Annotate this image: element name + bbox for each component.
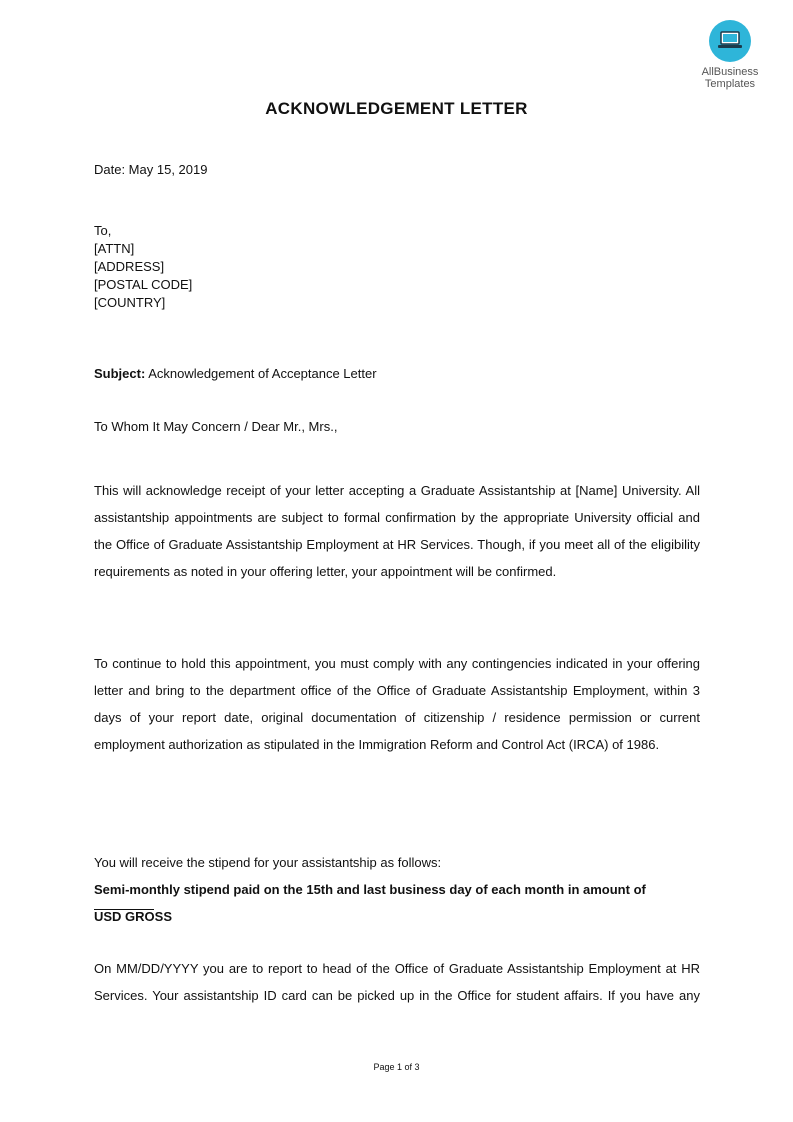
salutation: To Whom It May Concern / Dear Mr., Mrs., — [94, 419, 338, 434]
page-title: ACKNOWLEDGEMENT LETTER — [265, 99, 528, 118]
address-country: [COUNTRY] — [94, 295, 166, 310]
letter-date: Date: May 15, 2019 — [94, 162, 208, 177]
paragraph-acknowledgement: This will acknowledge receipt of your letter accepting a Graduate Assistantship at [Name] University. All assistantship appointments are subject to formal confirmation by the appropriate University official and the Office of Graduate Assistantship Employment at HR Services. Though, if you meet all of the eligibility requirements as noted in your offering letter, your appointment will be confirmed. — [94, 483, 700, 579]
paragraph-report-date: On MM/DD/YYYY you are to report to head of the Office of Graduate Assistantship Employment at HR Services. Your assistantship ID card can be picked up in the Office for student affairs. If you have any — [94, 961, 700, 1003]
logo-text: AllBusiness Templates — [701, 66, 759, 90]
paragraph-requirements: To continue to hold this appointment, you must comply with any contingencies indicated in your offering letter and bring to the department office of the Office of Graduate Assistantship Employment, within 3 days of your report date, original documentation of citizenship / residence permission or current employment authorization as stipulated in the Immigration Reform and Control Act (IRCA) of 1986. — [94, 656, 700, 752]
address-line: [ADDRESS] — [94, 259, 165, 274]
allbusiness-templates-logo — [690, 20, 770, 90]
address-postal-code: [POSTAL CODE] — [94, 277, 193, 292]
stipend-terms: Semi-monthly stipend paid on the 15th and last business day of each month in amount of — [94, 882, 646, 897]
address-to: To, — [94, 223, 112, 238]
subject-text: Acknowledgement of Acceptance Letter — [145, 366, 377, 381]
laptop-icon — [709, 20, 751, 62]
stipend-currency: USD GROSS — [94, 909, 173, 924]
address-attn: [ATTN] — [94, 241, 135, 256]
page-number: Page 1 of 3 — [373, 1062, 420, 1072]
recipient-address — [94, 222, 700, 312]
stipend-intro: You will receive the stipend for your assistantship as follows: — [94, 855, 442, 870]
subject-label: Subject: — [94, 366, 146, 381]
subject-line — [94, 366, 700, 381]
